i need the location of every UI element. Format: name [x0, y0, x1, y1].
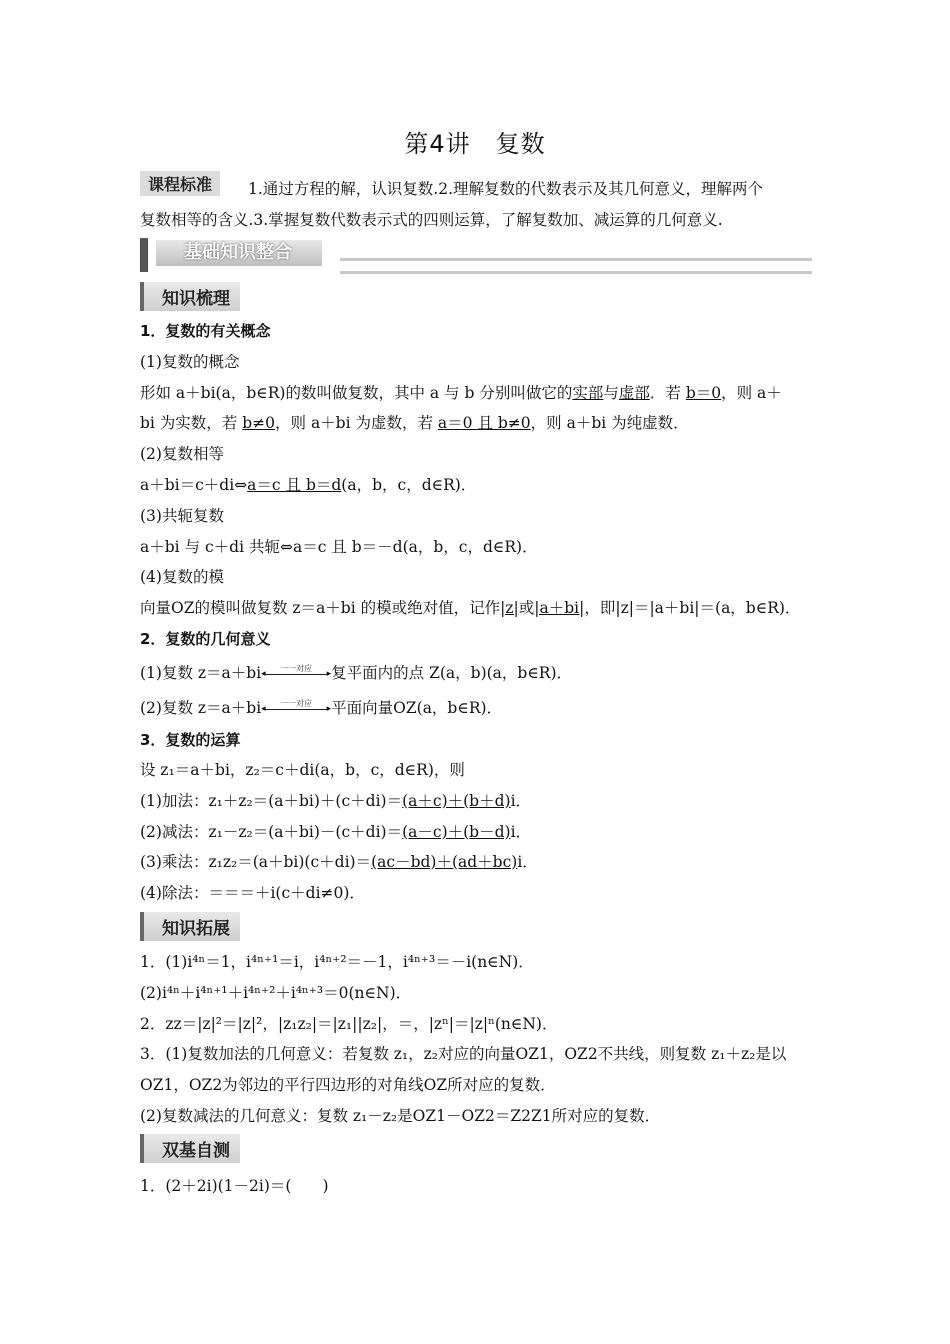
text: (2)复数 z＝a＋bi — [140, 699, 262, 717]
arrow-shaft — [263, 709, 329, 710]
blank-answer: a＝0 且 b≠0 — [437, 414, 531, 432]
selftest-tag: 双基自测 — [140, 1134, 240, 1163]
standard-text-1: 1.通过方程的解，认识复数.2.理解复数的代数表示及其几何意义，理解两个 — [248, 180, 764, 198]
k1-concept-line2 — [140, 413, 812, 433]
text: a＋bi＝c＋di⇔ — [140, 476, 248, 494]
ext-line-2: (2)i⁴ⁿ＋i⁴ⁿ⁺¹＋i⁴ⁿ⁺²＋i⁴ⁿ⁺³＝0(n∈N)． — [140, 984, 412, 1002]
standard-tag: 课程标准 — [140, 171, 220, 196]
text: 形如 a＋bi(a，b∈R)的数叫做复数，其中 a 与 b 分别叫做它的 — [140, 384, 573, 402]
k3-division: (4)除法：＝＝＝＋i(c＋di≠0)． — [140, 884, 365, 902]
arrow-right-head: ▸ — [326, 704, 332, 714]
ext-line-4: 3．(1)复数加法的几何意义：若复数 z₁，z₂对应的向量OZ1，OZ2不共线，则复数 z₁＋z₂是以 — [140, 1045, 787, 1063]
text: (1)加法：z₁＋z₂＝(a＋bi)＋(c＋di)＝ — [140, 792, 403, 810]
text: ，则 a＋bi 为虚数，若 — [275, 414, 438, 432]
k1-sub3: (3)共轭复数 — [140, 507, 224, 525]
blank-answer: |z| — [500, 599, 519, 617]
page-title: 第4讲 复数 — [404, 130, 546, 158]
arrow-label: 一一对应 — [280, 664, 313, 673]
text: i． — [517, 853, 538, 871]
k1-sub1: (1)复数的概念 — [140, 353, 240, 371]
blank-answer: (a＋c)＋(b＋d) — [402, 792, 511, 810]
double-arrow-icon — [261, 699, 332, 716]
text: 复平面内的点 Z(a，b)(a，b∈R)． — [331, 664, 573, 682]
k1-equality — [140, 475, 812, 495]
k3-subtraction — [140, 822, 812, 842]
section-bar-label: 基础知识整合 — [156, 240, 322, 266]
k1-conjugate: a＋bi 与 c＋di 共轭⇔a＝c 且 b＝－d(a，b，c，d∈R)． — [140, 538, 538, 556]
ext-line-6: (2)复数减法的几何意义：复数 z₁－z₂是OZ1－OZ2＝Z2Z1所对应的复数． — [140, 1107, 661, 1125]
blank-answer: a＝c 且 b＝d — [247, 476, 342, 494]
k3-addition — [140, 791, 812, 811]
section-bar-rule — [340, 258, 812, 274]
text: 或 — [518, 599, 535, 617]
section-bar — [140, 238, 812, 272]
text: 向量OZ的模叫做复数 z＝a＋bi 的模或绝对值，记作 — [140, 599, 501, 617]
k1-sub4: (4)复数的模 — [140, 568, 224, 586]
ext-line-5: OZ1，OZ2为邻边的平行四边形的对角线OZ所对应的复数． — [140, 1076, 556, 1094]
text: i． — [510, 792, 532, 810]
arrow-right-head: ▸ — [326, 669, 332, 679]
k1-heading: 1．复数的有关概念 — [140, 322, 271, 340]
blank-answer: |a＋bi| — [534, 599, 585, 617]
k2-heading: 2．复数的几何意义 — [140, 630, 271, 648]
text: 与 — [603, 384, 619, 402]
text: bi 为实数，若 — [140, 414, 243, 432]
text: (1)复数 z＝a＋bi — [140, 664, 262, 682]
standard-text-2: 复数相等的含义.3.掌握复数代数表示式的四则运算，了解复数加、减运算的几何意义. — [140, 211, 723, 229]
ext-line-3: 2．zz＝|z|²＝|z|²，|z₁z₂|＝|z₁||z₂|，＝，|zⁿ|＝|z|ⁿ(n∈N)． — [140, 1015, 558, 1033]
extension-tag: 知识拓展 — [140, 912, 240, 941]
ext-line-1: 1．(1)i⁴ⁿ＝1，i⁴ⁿ⁺¹＝i，i⁴ⁿ⁺²＝－1，i⁴ⁿ⁺³＝－i(n∈N)． — [140, 953, 534, 971]
double-arrow-icon — [261, 664, 332, 681]
arrow-label: 一一对应 — [280, 699, 313, 708]
k1-sub2: (2)复数相等 — [140, 445, 224, 463]
text: i． — [510, 823, 532, 841]
blank-answer: 实部 — [572, 384, 604, 402]
arrow-left-head: ◂ — [261, 704, 266, 714]
k3-setup: 设 z₁＝a＋bi，z₂＝c＋di(a，b，c，d∈R)，则 — [140, 761, 465, 779]
k3-multiplication — [140, 852, 812, 872]
text: ，则 a＋ — [721, 384, 782, 402]
k1-modulus — [140, 598, 812, 618]
text: (3)乘法：z₁z₂＝(a＋bi)(c＋di)＝ — [140, 853, 372, 871]
knowledge-tag: 知识梳理 — [140, 282, 240, 311]
section-bar-marker — [140, 238, 148, 272]
text: (a，b，c，d∈R)． — [341, 476, 477, 494]
text: ，即|z|＝|a＋bi|＝(a，b∈R)． — [584, 599, 801, 617]
arrow-shaft — [263, 674, 329, 675]
k2-geom-point — [140, 663, 812, 683]
blank-answer: b≠0 — [242, 414, 276, 432]
blank-answer: (a－c)＋(b－d) — [402, 823, 511, 841]
k1-concept-line1 — [140, 383, 812, 403]
text: ．若 — [649, 384, 686, 402]
blank-answer: (ac－bd)＋(ad＋bc) — [371, 853, 518, 871]
blank-answer: 虚部 — [618, 384, 650, 402]
text: 平面向量OZ(a，b∈R)． — [331, 699, 503, 717]
k2-geom-vector — [140, 698, 812, 718]
k3-heading: 3．复数的运算 — [140, 731, 241, 749]
test-question-1: 1．(2＋2i)(1－2i)＝( ) — [140, 1177, 329, 1195]
text: ，则 a＋bi 为纯虚数． — [530, 414, 689, 432]
text: (2)减法：z₁－z₂＝(a＋bi)－(c＋di)＝ — [140, 823, 403, 841]
blank-answer: b＝0 — [685, 384, 722, 402]
arrow-left-head: ◂ — [261, 669, 266, 679]
